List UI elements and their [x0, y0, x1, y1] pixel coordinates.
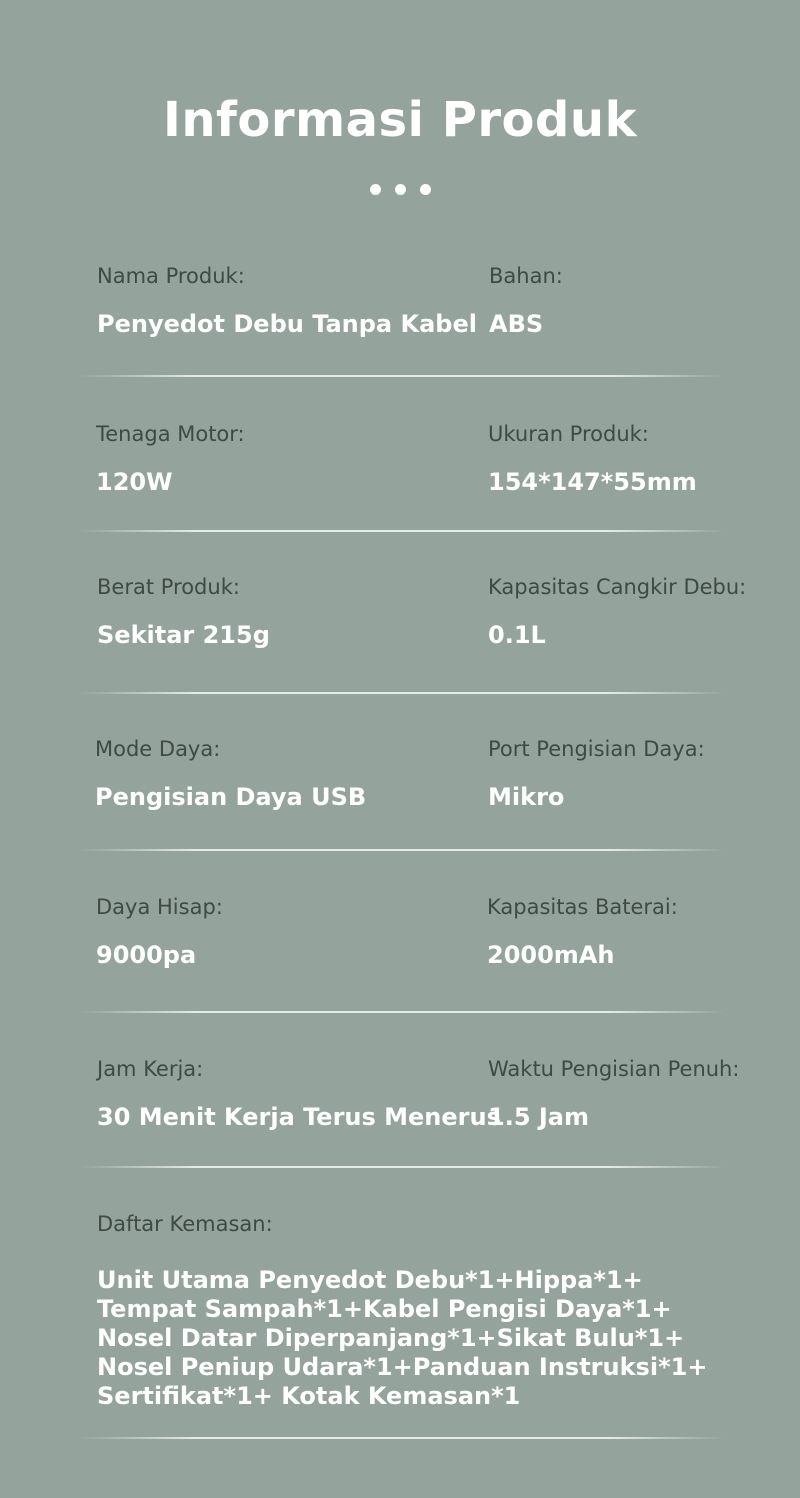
spec-value: Mikro	[488, 783, 565, 811]
spec-value: 30 Menit Kerja Terus Menerus	[97, 1103, 501, 1131]
spec-label: Mode Daya:	[95, 737, 221, 761]
dot-3	[420, 184, 431, 195]
package-line: Unit Utama Penyedot Debu*1+Hippa*1+	[97, 1266, 643, 1294]
spec-motor-power	[96, 420, 471, 498]
spec-value: Sekitar 215g	[97, 621, 270, 649]
package-line: Sertifikat*1+ Kotak Kemasan*1	[97, 1382, 521, 1410]
spec-working-time	[97, 1055, 501, 1133]
spec-label: Nama Produk:	[97, 264, 245, 288]
spec-value: ABS	[489, 310, 544, 338]
spec-value: 120W	[96, 468, 173, 496]
spec-charging-port	[488, 735, 788, 813]
spec-product-name	[97, 262, 477, 340]
spec-label: Waktu Pengisian Penuh:	[488, 1057, 740, 1081]
package-line: Nosel Datar Diperpanjang*1+Sikat Bulu*1+	[97, 1324, 685, 1352]
spec-value: 0.1L	[488, 621, 546, 649]
spec-product-size	[488, 420, 788, 498]
spec-suction-power	[96, 893, 471, 971]
package-list	[97, 1266, 777, 1411]
row-divider	[80, 849, 725, 851]
spec-dust-cup-capacity	[488, 573, 788, 651]
spec-power-mode	[95, 735, 470, 813]
spec-full-charge-time	[488, 1055, 788, 1133]
spec-label: Berat Produk:	[97, 575, 240, 599]
spec-label: Daya Hisap:	[96, 895, 223, 919]
spec-label: Port Pengisian Daya:	[488, 737, 705, 761]
spec-value: 2000mAh	[487, 941, 615, 969]
dot-1	[370, 184, 381, 195]
row-divider	[80, 1166, 725, 1168]
spec-value: 1.5 Jam	[488, 1103, 590, 1131]
spec-value: Penyedot Debu Tanpa Kabel	[97, 310, 477, 338]
spec-value: Pengisian Daya USB	[95, 783, 367, 811]
spec-label: Kapasitas Cangkir Debu:	[488, 575, 747, 599]
row-divider	[80, 375, 725, 377]
spec-battery-capacity	[487, 893, 787, 971]
package-label: Daftar Kemasan:	[97, 1212, 273, 1236]
row-divider	[80, 1437, 725, 1439]
dot-2	[395, 184, 406, 195]
package-contents	[97, 1210, 777, 1411]
spec-label: Kapasitas Baterai:	[487, 895, 678, 919]
spec-value: 9000pa	[96, 941, 197, 969]
package-line: Nosel Peniup Udara*1+Panduan Instruksi*1+	[97, 1353, 708, 1381]
spec-label: Ukuran Produk:	[488, 422, 649, 446]
spec-label: Tenaga Motor:	[96, 422, 245, 446]
spec-material	[489, 262, 789, 340]
page-title: Informasi Produk	[163, 92, 637, 148]
title-dots-ornament	[0, 184, 800, 195]
spec-product-weight	[97, 573, 472, 651]
spec-label: Jam Kerja:	[97, 1057, 204, 1081]
spec-label: Bahan:	[489, 264, 563, 288]
spec-value: 154*147*55mm	[488, 468, 697, 496]
row-divider	[80, 1011, 725, 1013]
package-line: Tempat Sampah*1+Kabel Pengisi Daya*1+	[97, 1295, 672, 1323]
row-divider	[80, 530, 725, 532]
row-divider	[80, 692, 725, 694]
